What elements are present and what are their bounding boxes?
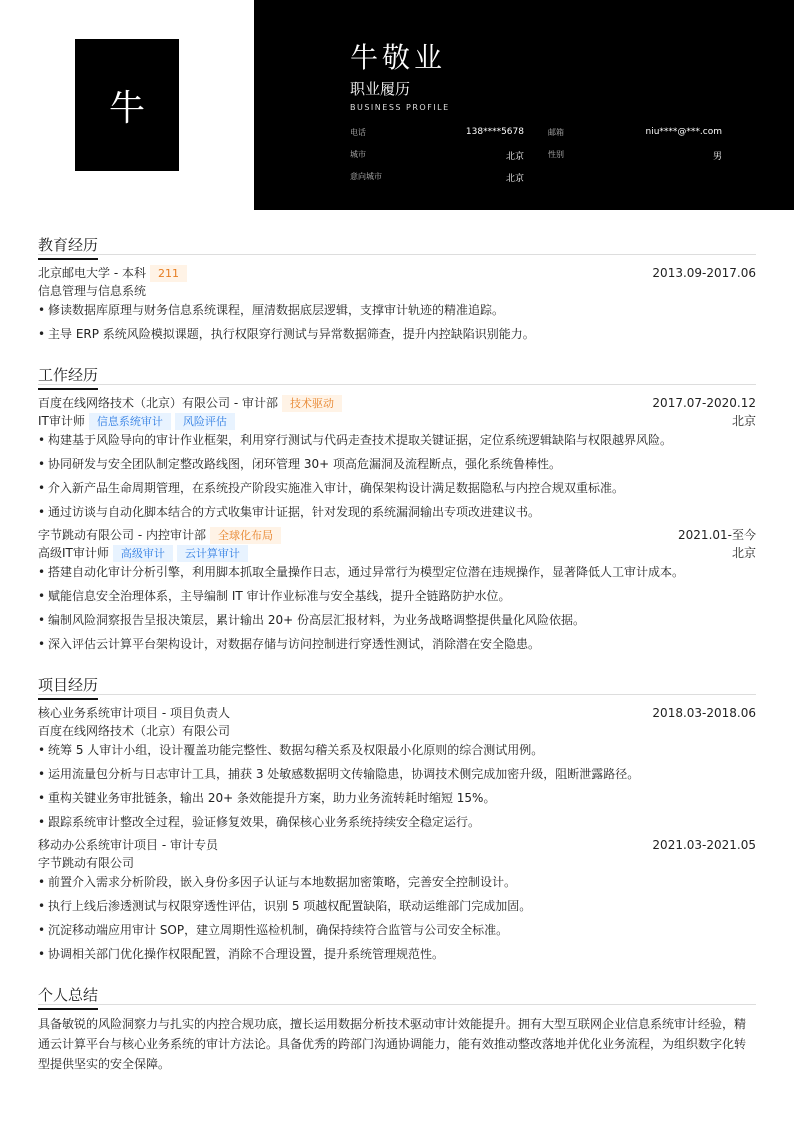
city-field [350,149,524,161]
role-tag: 高级审计 [113,545,173,562]
resume-subtitle-en: BUSINESS PROFILE [350,103,450,112]
education-section: 教育经历 北京邮电大学 - 本科 211 2013.09-2017.06 信息管理与信息系统 • 修读数据库原理与财务信息系统课程，厘清数据底层逻辑，支撑审计轨迹的精准追踪。 • 主导 ERP 系统风险模拟课题，执行权限穿行测试与异常数据筛查，提升内控缺陷识别能力。 [38,236,756,341]
section-divider [38,384,756,385]
section-divider [38,254,756,255]
major: 信息管理与信息系统 [38,284,147,298]
hero-panel [254,0,794,210]
role-tag: 风险评估 [175,413,235,430]
company-tag: 全球化布局 [210,527,281,544]
candidate-name: 牛敬业 [350,41,447,74]
resume-subtitle: 职业履历 [350,80,411,98]
company-tag: 技术驱动 [282,395,342,412]
role-title: IT审计师 [38,414,85,428]
gender-value: 男 [712,152,722,162]
gender-field [548,149,722,161]
job-period: 2021.01-至今 [678,528,756,542]
company-name: 字节跳动有限公司 - 内控审计部 [38,528,206,542]
role-tag: 云计算审计 [177,545,248,562]
work-section: 工作经历 百度在线网络技术（北京）有限公司 - 审计部 技术驱动 2017.07-2020.12 IT审计师 信息系统审计 风险评估 北京 • 构建基于风险导向的审计作业框架，利用穿行测试与代码走查技术提取关键证据，定位系统逻辑缺陷与权限越界风险。 • 协同研发与安全团队制定整改路线图，闭环管理 30+ 项高危漏洞及流程断点，强化系统鲁棒性。 • 介入新产品生命周期管理，在系统投产阶段实施准入审计，确保架构设计满足数据隐私与内控合规双重标准。 • 通过访谈与自动化脚本结合的方式收集审计证据，针对发现的系统漏洞输出专项改进建议书。 字节跳动有限公司 - 内控审计部 全球化布局 2021.01-至今 高级IT审计师 高级审计 云计算审计 北京 • 搭建自动化审计分析引擎，利用脚本抓取全量操作日志，通过异常行为模型定位潜在违规操作，显著降低人工审计成本。 • 赋能信息安全治理体系，主导编制 IT 审计作业标准与安全基线，提升全链路防护水位。 • 编制风险洞察报告呈报决策层，累计输出 20+ 份高层汇报材料，为业务战略调整提供量化风险依据。 • 深入评估云计算平台架构设计，对数据存储与访问控制进行穿透性测试，消除潜在安全隐患。 [38,366,756,651]
email-value: niu****@***.com [645,127,722,137]
role-title: 高级IT审计师 [38,546,109,560]
role-tag: 信息系统审计 [89,413,171,430]
project-name: 核心业务系统审计项目 - 项目负责人 [38,706,230,720]
section-title: 项目经历 [38,674,98,698]
section-divider [38,1004,756,1005]
education-period: 2013.09-2017.06 [652,266,756,280]
project-company-row [38,722,756,740]
email-label: 邮箱 [548,128,564,137]
project-name: 移动办公系统审计项目 - 审计专员 [38,838,218,852]
job-location: 北京 [731,414,756,428]
summary-text: 具备敏锐的风险洞察力与扎实的内控合规功底，擅长运用数据分析技术驱动审计效能提升。拥有大型互联网企业信息系统审计经验，精通云计算平台与核心业务系统的审计方法论。具备优秀的跨部门沟通协调能力，能有效推动整改落地并优化业务流程，为组织数字化转型提供坚实的安全保障。 [38,1017,747,1071]
major-row [38,282,756,300]
avatar: 牛 [75,39,179,171]
section-title: 教育经历 [38,234,98,258]
summary-section [38,984,756,1084]
target-city-value: 北京 [505,174,524,184]
project-header-row [38,836,756,854]
project-company: 字节跳动有限公司 [38,856,135,870]
job-header-row [38,394,756,412]
target-city-field [350,171,524,183]
project-header-row [38,704,756,722]
school-name: 北京邮电大学 - 本科 [38,266,146,280]
section-divider [38,694,756,695]
email-field [548,127,722,139]
role-row [38,544,756,562]
projects-section: 项目经历 核心业务系统审计项目 - 项目负责人 2018.03-2018.06 百度在线网络技术（北京）有限公司 • 统筹 5 人审计小组，设计覆盖功能完整性、数据勾稽关系及权限最小化原则的综合测试用例。 • 运用流量包分析与日志审计工具，捕获 3 处敏感数据明文传输隐患，协调技术侧完成加密升级，阻断泄露路径。 • 重构关键业务审批链条，输出 20+ 条效能提升方案，助力业务流转耗时缩短 15%。 • 跟踪系统审计整改全过程，验证修复效果，确保核心业务系统持续安全稳定运行。 移动办公系统审计项目 - 审计专员 2021.03-2021.05 字节跳动有限公司 • 前置介入需求分析阶段，嵌入身份多因子认证与本地数据加密策略，完善安全控制设计。 • 执行上线后渗透测试与权限穿透性评估，识别 5 项越权配置缺陷，联动运维部门完成加固。 • 沉淀移动端应用审计 SOP，建立周期性巡检机制，确保持续符合监管与公司安全标准。 • 协调相关部门优化操作权限配置，消除不合理设置，提升系统管理规范性。 [38,676,756,961]
section-title: 工作经历 [38,364,98,388]
role-row [38,412,756,430]
education-header-row [38,264,756,282]
project-period: 2018.03-2018.06 [652,706,756,720]
city-label: 城市 [350,150,366,159]
resume-header [0,0,794,210]
target-city-label: 意向城市 [350,172,382,181]
school-tag: 211 [150,265,187,282]
phone-field [350,127,524,139]
phone-value: 138****5678 [465,127,524,137]
company-name: 百度在线网络技术（北京）有限公司 - 审计部 [38,396,278,410]
job-location: 北京 [731,546,756,560]
city-value: 北京 [505,152,524,162]
job-header-row [38,526,756,544]
phone-label: 电话 [350,128,366,137]
section-title: 个人总结 [38,984,98,1008]
project-period: 2021.03-2021.05 [652,838,756,852]
project-company-row [38,854,756,872]
gender-label: 性别 [548,150,564,159]
job-period: 2017.07-2020.12 [652,396,756,410]
project-company: 百度在线网络技术（北京）有限公司 [38,724,231,738]
